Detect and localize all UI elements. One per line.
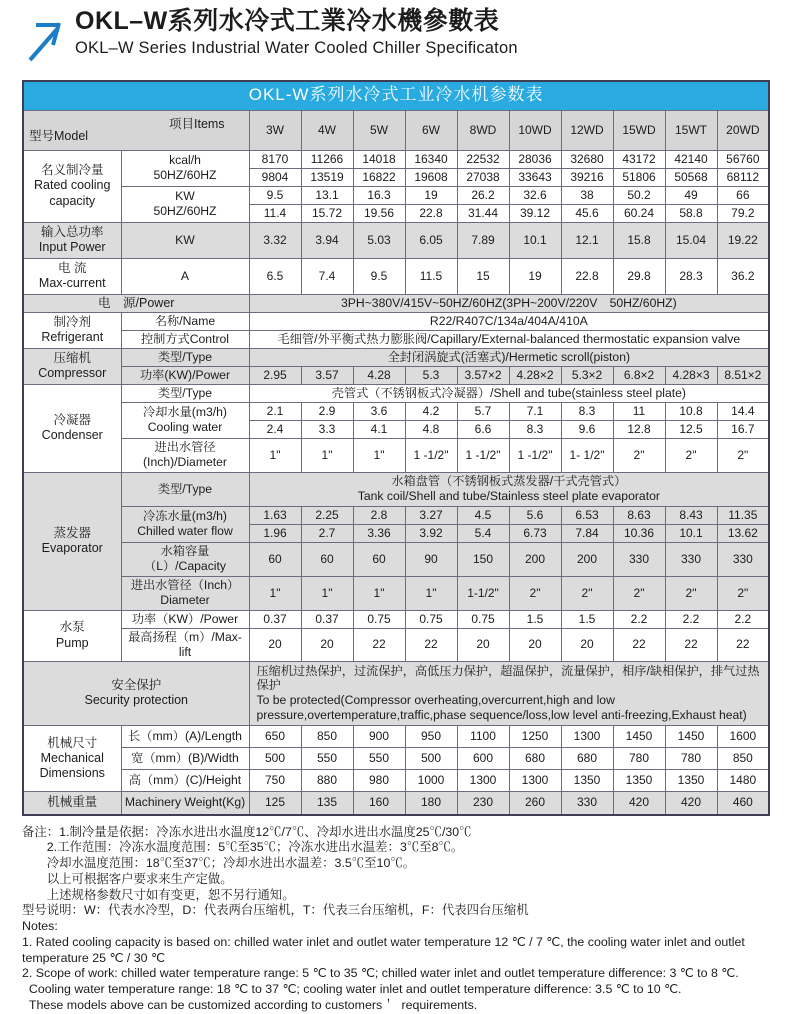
item-label-cell: 长（mm）(A)/Length: [121, 726, 249, 748]
corner-model-label: 型号Model: [29, 129, 89, 144]
value-cell: 45.6: [561, 204, 613, 222]
value-cell: 11: [613, 402, 665, 420]
value-cell: 4.28: [353, 366, 405, 384]
value-cell: 15.04: [665, 222, 717, 258]
value-cell: 28036: [509, 150, 561, 168]
item-label-cell: KW: [121, 222, 249, 258]
value-cell: 6.05: [405, 222, 457, 258]
merged-label-cell: 电 源/Power: [23, 294, 249, 312]
value-cell: 20: [457, 628, 509, 661]
value-cell: 36.2: [717, 258, 769, 294]
model-header-cell: 3W: [249, 110, 301, 150]
value-cell: 28.3: [665, 258, 717, 294]
chiller-spec-table: [22, 80, 770, 816]
item-label-cell: 控制方式Control: [121, 330, 249, 348]
value-cell: 3.92: [405, 524, 457, 542]
value-cell: 22.8: [405, 204, 457, 222]
value-cell: 66: [717, 186, 769, 204]
value-cell: 60: [353, 542, 405, 576]
group-label-cell: 蒸发器 Evaporator: [23, 472, 121, 610]
note-line: 1. Rated cooling capacity is based on: chilled water inlet and outlet water temperature 12 ℃ / 7 ℃, the cooling water inlet and outlet: [22, 934, 745, 949]
value-cell: 4.5: [457, 506, 509, 524]
value-cell: 22: [665, 628, 717, 661]
value-cell: 1": [405, 576, 457, 610]
value-cell: 0.37: [301, 610, 353, 628]
value-cell: 2": [717, 576, 769, 610]
value-cell: 1.5: [509, 610, 561, 628]
value-cell: 0.75: [457, 610, 509, 628]
value-cell: 1300: [509, 770, 561, 792]
value-cell: 2": [717, 438, 769, 472]
page-header: [22, 8, 768, 69]
value-cell: 9.6: [561, 420, 613, 438]
value-cell: 19.56: [353, 204, 405, 222]
value-cell: 1450: [613, 726, 665, 748]
value-cell: 20: [561, 628, 613, 661]
corner-cell: [23, 110, 249, 150]
value-cell: 1350: [665, 770, 717, 792]
value-cell: 230: [457, 792, 509, 815]
value-cell: 420: [665, 792, 717, 815]
value-cell: 13.1: [301, 186, 353, 204]
note-line: 以上可根据客户要求来生产定做。: [22, 871, 233, 886]
group-label-cell: 冷凝器 Condenser: [23, 384, 121, 472]
model-header-cell: 4W: [301, 110, 353, 150]
value-cell: 5.6: [509, 506, 561, 524]
value-cell: 60: [249, 542, 301, 576]
item-label-cell: 进出水管径（Inch） Diameter: [121, 576, 249, 610]
item-label-cell: 类型/Type: [121, 348, 249, 366]
group-label-cell: 输入总功率 Input Power: [23, 222, 121, 258]
value-cell: 16.3: [353, 186, 405, 204]
value-cell: 1": [301, 576, 353, 610]
value-cell: 180: [405, 792, 457, 815]
value-cell: 500: [405, 748, 457, 770]
value-cell: 3.6: [353, 402, 405, 420]
item-label-cell: 功率(KW)/Power: [121, 366, 249, 384]
value-cell: 900: [353, 726, 405, 748]
item-label-cell: 进出水管径 (Inch)/Diameter: [121, 438, 249, 472]
value-cell: 1 -1/2": [405, 438, 457, 472]
value-cell: 39.12: [509, 204, 561, 222]
span-value-cell: 压缩机过热保护，过流保护，高低压力保护，超温保护，流量保护，相序/缺相保护，排气过热保护 To be protected(Compressor overheating,overcurrent,high and low pressure,overtemperature,traffic,phase sequence/loss,low level anti-freezing,Exhaust heat): [249, 661, 769, 726]
value-cell: 135: [301, 792, 353, 815]
value-cell: 2": [509, 576, 561, 610]
value-cell: 2": [561, 576, 613, 610]
value-cell: 3.32: [249, 222, 301, 258]
value-cell: 1480: [717, 770, 769, 792]
value-cell: 22532: [457, 150, 509, 168]
value-cell: 2.8: [353, 506, 405, 524]
value-cell: 3.57: [301, 366, 353, 384]
note-line: Notes:: [22, 919, 58, 933]
value-cell: 4.28×3: [665, 366, 717, 384]
value-cell: 1": [249, 438, 301, 472]
model-header-cell: 8WD: [457, 110, 509, 150]
value-cell: 650: [249, 726, 301, 748]
merged-label-cell: 安全保护 Security protection: [23, 661, 249, 726]
notes-en-block: [22, 919, 768, 1014]
value-cell: 26.2: [457, 186, 509, 204]
value-cell: 5.4: [457, 524, 509, 542]
value-cell: 14018: [353, 150, 405, 168]
value-cell: 12.5: [665, 420, 717, 438]
value-cell: 850: [301, 726, 353, 748]
model-header-cell: 10WD: [509, 110, 561, 150]
notes-zh-block: [22, 825, 768, 920]
group-label-cell: 机械重量: [23, 792, 121, 815]
value-cell: 19: [509, 258, 561, 294]
value-cell: 15: [457, 258, 509, 294]
value-cell: 1000: [405, 770, 457, 792]
value-cell: 8.3: [561, 402, 613, 420]
value-cell: 2.2: [665, 610, 717, 628]
value-cell: 42140: [665, 150, 717, 168]
value-cell: 780: [665, 748, 717, 770]
value-cell: 2.1: [249, 402, 301, 420]
value-cell: 1 -1/2": [457, 438, 509, 472]
item-label-cell: 名称/Name: [121, 312, 249, 330]
value-cell: 6.73: [509, 524, 561, 542]
value-cell: 1100: [457, 726, 509, 748]
value-cell: 32.6: [509, 186, 561, 204]
value-cell: 4.28×2: [509, 366, 561, 384]
note-line: temperature 25 ℃ / 30 ℃: [22, 950, 165, 965]
span-value-cell: 全封闭涡旋式(活塞式)/Hermetic scroll(piston): [249, 348, 769, 366]
value-cell: 2.2: [717, 610, 769, 628]
value-cell: 13519: [301, 168, 353, 186]
item-label-cell: 功率（KW）/Power: [121, 610, 249, 628]
model-header-cell: 15WD: [613, 110, 665, 150]
value-cell: 1": [301, 438, 353, 472]
item-label-cell: 最高扬程（m）/Max-lift: [121, 628, 249, 661]
table-caption: OKL-W系列水冷式工业冷水机参数表: [23, 81, 769, 110]
value-cell: 880: [301, 770, 353, 792]
value-cell: 16340: [405, 150, 457, 168]
value-cell: 10.36: [613, 524, 665, 542]
value-cell: 11.4: [249, 204, 301, 222]
value-cell: 12.1: [561, 222, 613, 258]
value-cell: 0.75: [405, 610, 457, 628]
value-cell: 3.36: [353, 524, 405, 542]
value-cell: 11.5: [405, 258, 457, 294]
item-label-cell: KW 50HZ/60HZ: [121, 186, 249, 222]
value-cell: 2": [665, 576, 717, 610]
page-title-en: OKL–W Series Industrial Water Cooled Chiller Specificaton: [75, 38, 518, 57]
value-cell: 125: [249, 792, 301, 815]
value-cell: 11.35: [717, 506, 769, 524]
span-value-cell: 毛细管/外平衡式热力膨胀阀/Capillary/External-balanced thermostatic expansion valve: [249, 330, 769, 348]
value-cell: 4.8: [405, 420, 457, 438]
value-cell: 980: [353, 770, 405, 792]
value-cell: 7.89: [457, 222, 509, 258]
model-header-cell: 12WD: [561, 110, 613, 150]
value-cell: 6.8×2: [613, 366, 665, 384]
value-cell: 79.2: [717, 204, 769, 222]
value-cell: 2.25: [301, 506, 353, 524]
value-cell: 9.5: [249, 186, 301, 204]
value-cell: 4.2: [405, 402, 457, 420]
value-cell: 5.03: [353, 222, 405, 258]
value-cell: 58.8: [665, 204, 717, 222]
value-cell: 22: [717, 628, 769, 661]
value-cell: 56760: [717, 150, 769, 168]
value-cell: 1 -1/2": [509, 438, 561, 472]
value-cell: 51806: [613, 168, 665, 186]
value-cell: 0.75: [353, 610, 405, 628]
item-label-cell: 类型/Type: [121, 384, 249, 402]
value-cell: 500: [249, 748, 301, 770]
value-cell: 8170: [249, 150, 301, 168]
title-block: [75, 8, 518, 57]
value-cell: 43172: [613, 150, 665, 168]
value-cell: 150: [457, 542, 509, 576]
value-cell: 90: [405, 542, 457, 576]
value-cell: 5.7: [457, 402, 509, 420]
value-cell: 1250: [509, 726, 561, 748]
value-cell: 330: [561, 792, 613, 815]
notes-section: [22, 825, 768, 1014]
value-cell: 780: [613, 748, 665, 770]
value-cell: 13.62: [717, 524, 769, 542]
value-cell: 1450: [665, 726, 717, 748]
value-cell: 12.8: [613, 420, 665, 438]
note-line: 上述规格参数尺寸如有变更，恕不另行通知。: [22, 887, 295, 902]
group-label-cell: 制冷剂 Refrigerant: [23, 312, 121, 348]
value-cell: 1.5: [561, 610, 613, 628]
value-cell: 29.8: [613, 258, 665, 294]
group-label-cell: 电 流 Max-current: [23, 258, 121, 294]
value-cell: 10.1: [665, 524, 717, 542]
note-line: 备注：1.制冷量是依据：冷冻水进出水温度12℃/7℃、冷却水进出水温度25℃/30℃: [22, 824, 472, 839]
value-cell: 200: [509, 542, 561, 576]
value-cell: 550: [301, 748, 353, 770]
value-cell: 2": [613, 438, 665, 472]
note-line: 冷却水温度范围：18℃至37℃；冷却水进出水温差：3.5℃至10℃。: [22, 856, 416, 870]
value-cell: 10.1: [509, 222, 561, 258]
value-cell: 8.51×2: [717, 366, 769, 384]
value-cell: 1.96: [249, 524, 301, 542]
value-cell: 1": [249, 576, 301, 610]
value-cell: 330: [717, 542, 769, 576]
value-cell: 22.8: [561, 258, 613, 294]
group-label-cell: 名义制冷量 Rated cooling capacity: [23, 150, 121, 222]
value-cell: 3.57×2: [457, 366, 509, 384]
value-cell: 6.53: [561, 506, 613, 524]
value-cell: 20: [301, 628, 353, 661]
value-cell: 4.1: [353, 420, 405, 438]
value-cell: 7.84: [561, 524, 613, 542]
value-cell: 2.9: [301, 402, 353, 420]
value-cell: 22: [353, 628, 405, 661]
value-cell: 27038: [457, 168, 509, 186]
value-cell: 3.27: [405, 506, 457, 524]
value-cell: 8.3: [509, 420, 561, 438]
corner-items-label: 项目Items: [169, 116, 225, 131]
value-cell: 2": [665, 438, 717, 472]
item-label-cell: kcal/h 50HZ/60HZ: [121, 150, 249, 186]
value-cell: 1- 1/2": [561, 438, 613, 472]
value-cell: 50.2: [613, 186, 665, 204]
value-cell: 1300: [561, 726, 613, 748]
value-cell: 850: [717, 748, 769, 770]
span-value-cell: 3PH~380V/415V~50HZ/60HZ(3PH~200V/220V 50HZ/60HZ): [249, 294, 769, 312]
value-cell: 68112: [717, 168, 769, 186]
value-cell: 14.4: [717, 402, 769, 420]
group-label-cell: 压缩机 Compressor: [23, 348, 121, 384]
value-cell: 19.22: [717, 222, 769, 258]
value-cell: 1": [353, 576, 405, 610]
value-cell: 2.4: [249, 420, 301, 438]
value-cell: 31.44: [457, 204, 509, 222]
value-cell: 750: [249, 770, 301, 792]
value-cell: 0.37: [249, 610, 301, 628]
value-cell: 5.3: [405, 366, 457, 384]
value-cell: 15.72: [301, 204, 353, 222]
value-cell: 32680: [561, 150, 613, 168]
model-header-cell: 15WT: [665, 110, 717, 150]
note-line: Cooling water temperature range: 18 ℃ to 37 ℃; cooling water inlet and outlet temperature difference: 3.5 ℃ to 10 ℃.: [22, 982, 682, 996]
value-cell: 2.2: [613, 610, 665, 628]
value-cell: 10.8: [665, 402, 717, 420]
model-header-cell: 20WD: [717, 110, 769, 150]
value-cell: 2.95: [249, 366, 301, 384]
value-cell: 950: [405, 726, 457, 748]
value-cell: 330: [613, 542, 665, 576]
value-cell: 22: [613, 628, 665, 661]
value-cell: 1350: [561, 770, 613, 792]
value-cell: 7.4: [301, 258, 353, 294]
value-cell: 11266: [301, 150, 353, 168]
value-cell: 20: [249, 628, 301, 661]
value-cell: 6.6: [457, 420, 509, 438]
note-line: These models above can be customized according to customers＇ requirements.: [22, 997, 478, 1012]
value-cell: 1350: [613, 770, 665, 792]
note-line: 2. Scope of work: chilled water temperature range: 5 ℃ to 35 ℃; chilled water inlet and outlet temperature difference: 3 ℃ to 8 ℃.: [22, 966, 739, 981]
value-cell: 680: [509, 748, 561, 770]
span-value-cell: 水箱盘管（不锈钢板式蒸发器/干式壳管式） Tank coil/Shell and tube/Stainless steel plate evaporator: [249, 472, 769, 506]
span-value-cell: R22/R407C/134a/404A/410A: [249, 312, 769, 330]
value-cell: 33643: [509, 168, 561, 186]
item-label-cell: 冷冻水量(m3/h) Chilled water flow: [121, 506, 249, 542]
item-label-cell: 高（mm）(C)/Height: [121, 770, 249, 792]
value-cell: 6.5: [249, 258, 301, 294]
value-cell: 3.94: [301, 222, 353, 258]
item-label-cell: Machinery Weight(Kg): [121, 792, 249, 815]
value-cell: 49: [665, 186, 717, 204]
arrow-up-right-icon: [22, 12, 66, 69]
item-label-cell: 水箱容量（L）/Capacity: [121, 542, 249, 576]
item-label-cell: A: [121, 258, 249, 294]
page-title-zh: OKL–W系列水冷式工業冷水機參數表: [75, 7, 500, 35]
note-line: 2.工作范围：冷冻水温度范围：5℃至35℃；冷冻水进出水温差：3℃至8℃。: [22, 840, 464, 855]
value-cell: 330: [665, 542, 717, 576]
value-cell: 200: [561, 542, 613, 576]
value-cell: 7.1: [509, 402, 561, 420]
value-cell: 2.7: [301, 524, 353, 542]
value-cell: 8.63: [613, 506, 665, 524]
model-header-cell: 5W: [353, 110, 405, 150]
value-cell: 1-1/2": [457, 576, 509, 610]
model-header-cell: 6W: [405, 110, 457, 150]
value-cell: 3.3: [301, 420, 353, 438]
value-cell: 5.3×2: [561, 366, 613, 384]
value-cell: 60: [301, 542, 353, 576]
value-cell: 60.24: [613, 204, 665, 222]
value-cell: 550: [353, 748, 405, 770]
note-line: 型号说明：W：代表水冷型，D：代表两台压缩机，T：代表三台压缩机，F：代表四台压缩机: [22, 903, 529, 918]
value-cell: 1.63: [249, 506, 301, 524]
value-cell: 38: [561, 186, 613, 204]
value-cell: 39216: [561, 168, 613, 186]
value-cell: 9804: [249, 168, 301, 186]
value-cell: 420: [613, 792, 665, 815]
value-cell: 600: [457, 748, 509, 770]
value-cell: 160: [353, 792, 405, 815]
value-cell: 15.8: [613, 222, 665, 258]
value-cell: 460: [717, 792, 769, 815]
group-label-cell: 机械尺寸 Mechanical Dimensions: [23, 726, 121, 792]
value-cell: 260: [509, 792, 561, 815]
value-cell: 22: [405, 628, 457, 661]
value-cell: 2": [613, 576, 665, 610]
item-label-cell: 类型/Type: [121, 472, 249, 506]
group-label-cell: 水泵 Pump: [23, 610, 121, 661]
value-cell: 680: [561, 748, 613, 770]
item-label-cell: 宽（mm）(B)/Width: [121, 748, 249, 770]
span-value-cell: 壳管式（不锈钢板式冷凝器）/Shell and tube(stainless steel plate): [249, 384, 769, 402]
value-cell: 16822: [353, 168, 405, 186]
value-cell: 20: [509, 628, 561, 661]
value-cell: 19: [405, 186, 457, 204]
value-cell: 9.5: [353, 258, 405, 294]
value-cell: 1": [353, 438, 405, 472]
value-cell: 1600: [717, 726, 769, 748]
value-cell: 19608: [405, 168, 457, 186]
value-cell: 8.43: [665, 506, 717, 524]
value-cell: 50568: [665, 168, 717, 186]
value-cell: 1300: [457, 770, 509, 792]
item-label-cell: 冷却水量(m3/h) Cooling water: [121, 402, 249, 438]
value-cell: 16.7: [717, 420, 769, 438]
